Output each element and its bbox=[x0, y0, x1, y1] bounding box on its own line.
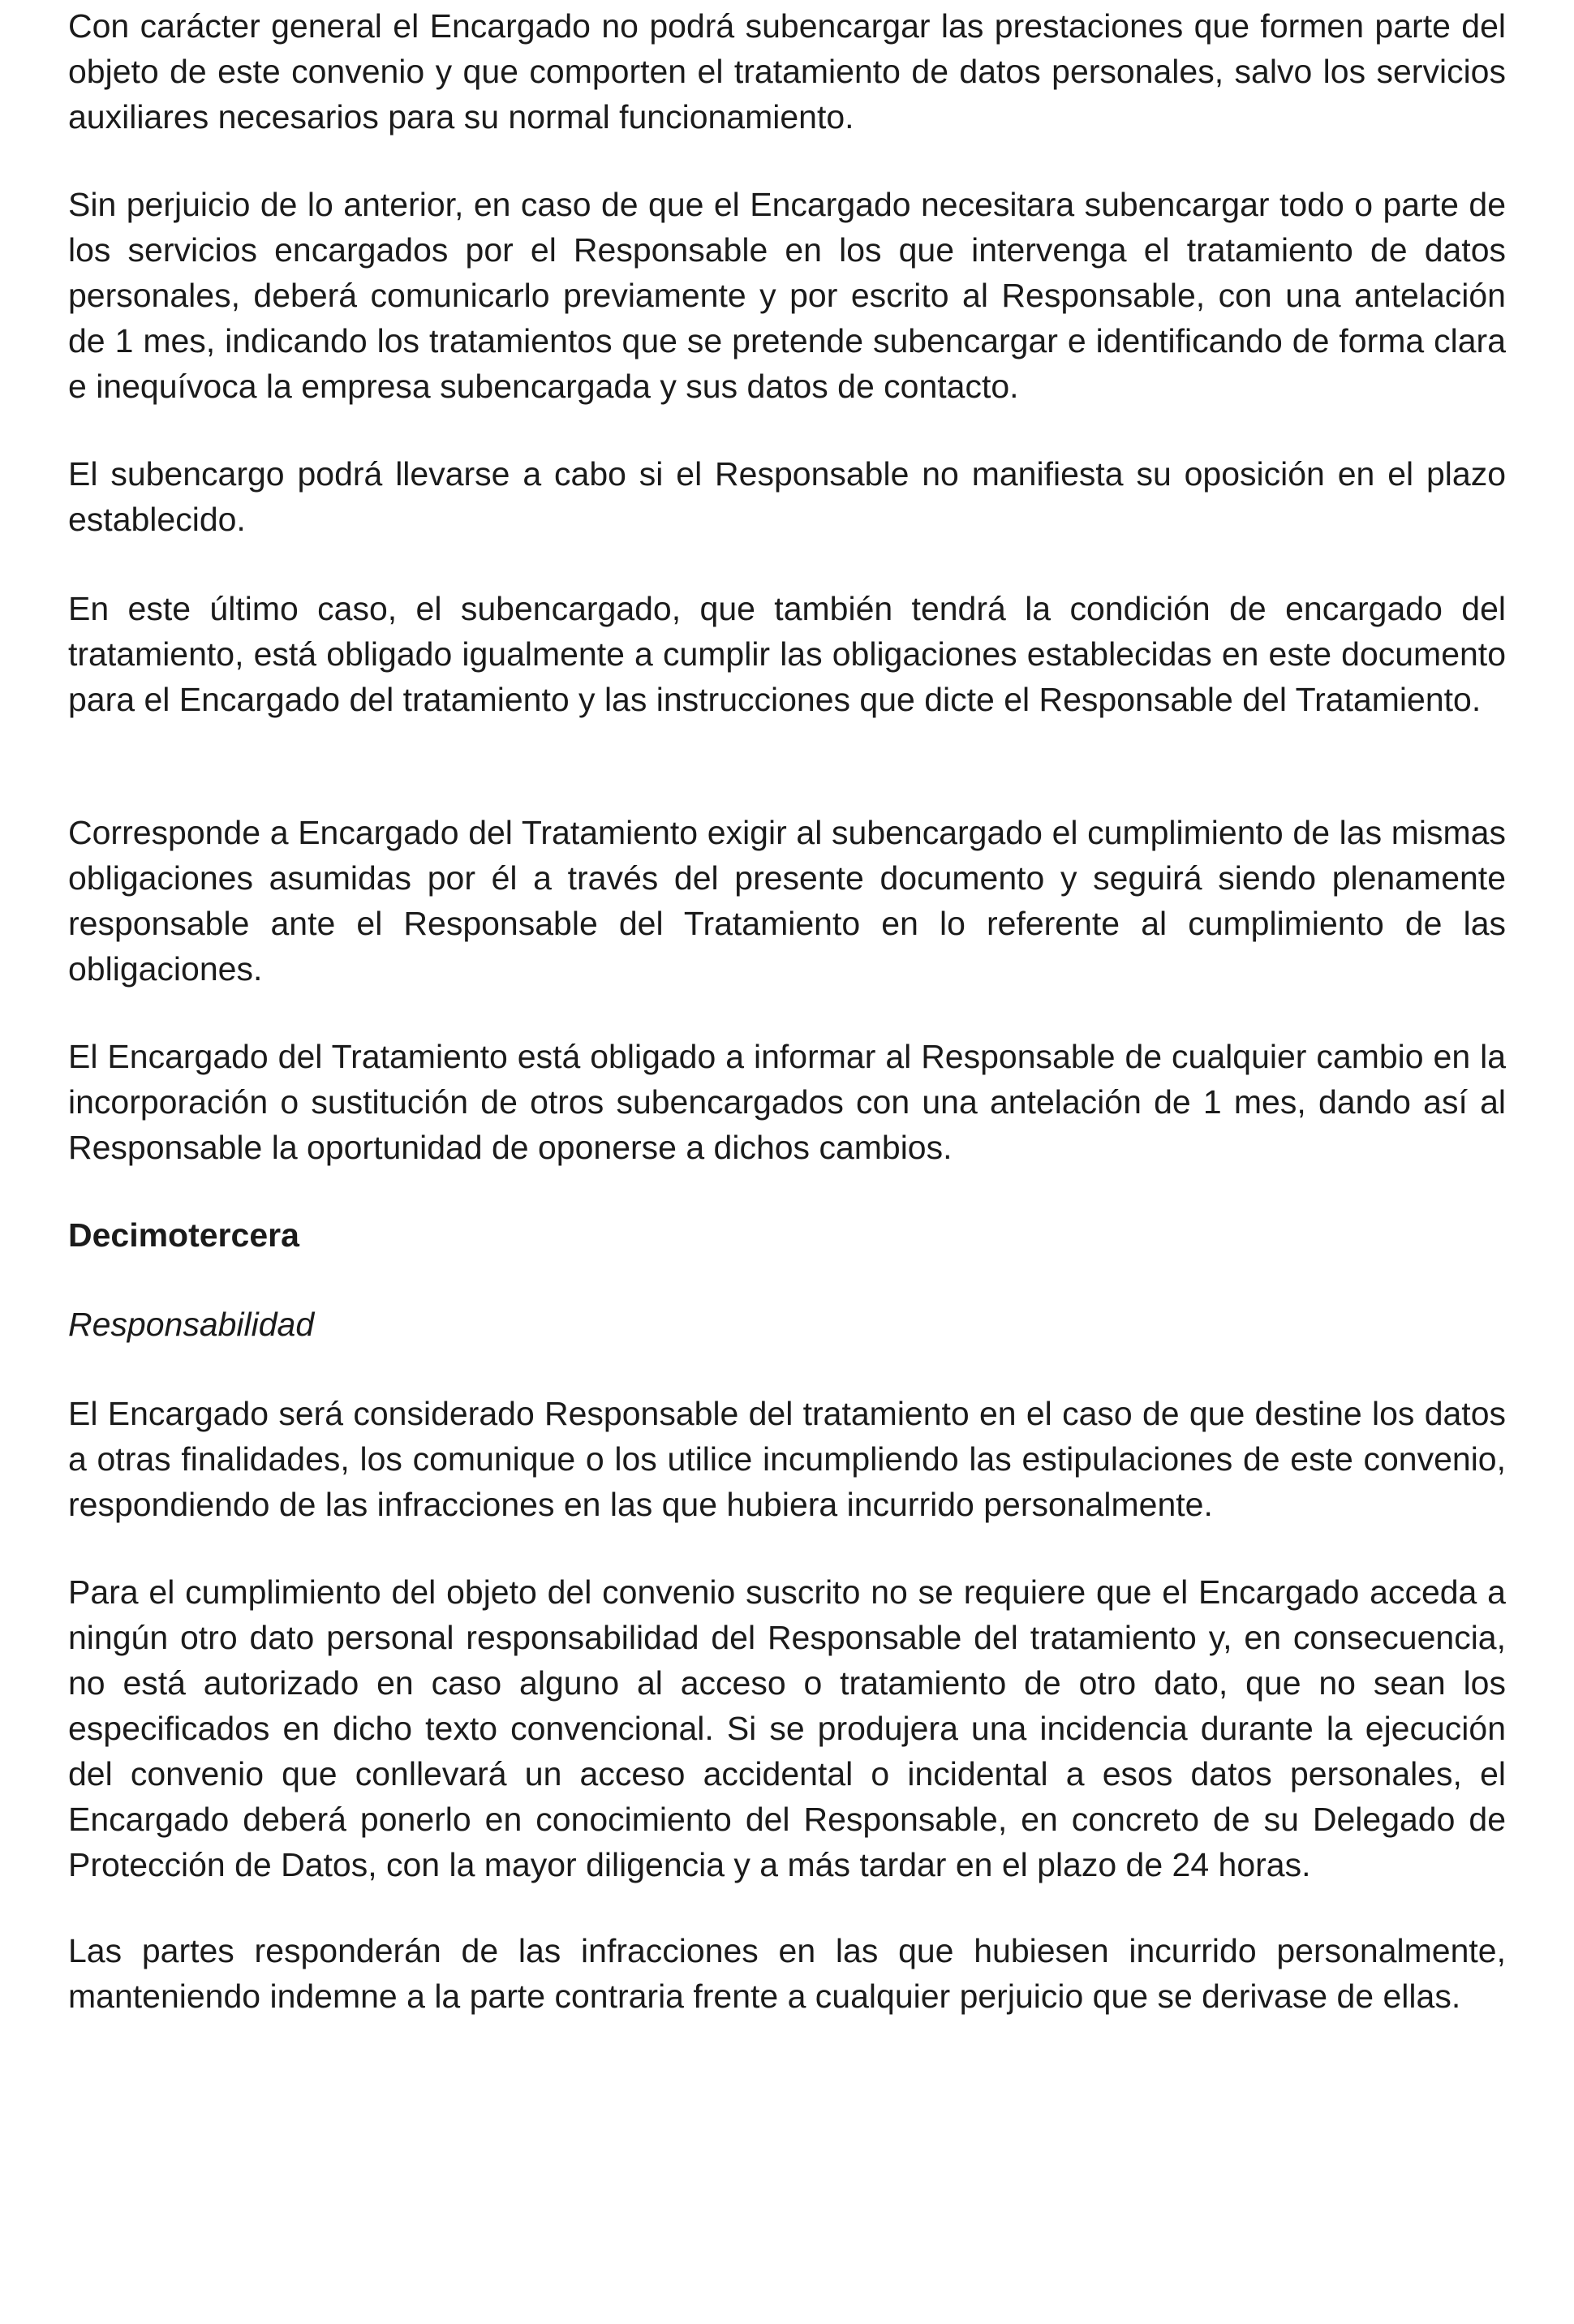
paragraph-processor-liability: Corresponde a Encargado del Tratamiento exigir al subencargado el cumplimiento de las mismas obligaciones asumidas por él a través del presente documento y seguirá siendo plenamente responsable ante el Responsable del Tratamiento en lo referente al cumplimiento de las obligaciones. bbox=[68, 814, 1506, 988]
paragraph-subprocessor-obligations: En este último caso, el subencargado, que también tendrá la condición de encargado del tratamiento, está obligado igualmente a cumplir las obligaciones establecidas en este documento para el Encargado del tratamiento y las instrucciones que dicte el Responsable del Tratamiento. bbox=[68, 590, 1506, 718]
paragraph-subcontracting-notice: Sin perjuicio de lo anterior, en caso de que el Encargado necesitara subencargar todo o parte de los servicios encargados por el Responsable en los que intervenga el tratamiento de datos personales, deberá comunicarlo previamente y por escrito al Responsable, con una antelación de 1 mes, indicando los tratamientos que se pretende subencargar e identificando de forma clara e inequívoca la empresa subencargada y sus datos de contacto. bbox=[68, 186, 1506, 405]
paragraph-parties-indemnity: Las partes responderán de las infracciones en las que hubiesen incurrido personalmente, manteniendo indemne a la parte contraria frente a cualquier perjuicio que se derivase de ellas. bbox=[68, 1932, 1506, 2015]
clause-subheading: Responsabilidad bbox=[68, 1306, 315, 1343]
clause-heading: Decimotercera bbox=[68, 1216, 299, 1254]
paragraph-subcontracting-opposition: El subencargo podrá llevarse a cabo si el Responsable no manifiesta su oposición en el plazo establecido. bbox=[68, 455, 1506, 538]
paragraph-responsibility-misuse: El Encargado será considerado Responsable del tratamiento en el caso de que destine los datos a otras finalidades, los comunique o los utilice incumpliendo las estipulaciones de este convenio, respondiendo de las infracciones en las que hubiera incurrido personalmente. bbox=[68, 1395, 1506, 1523]
paragraph-subcontracting-general: Con carácter general el Encargado no podrá subencargar las prestaciones que formen parte del objeto de este convenio y que comporten el tratamiento de datos personales, salvo los servicios auxiliares necesarios para su normal funcionamiento. bbox=[68, 7, 1506, 136]
paragraph-change-notification: El Encargado del Tratamiento está obligado a informar al Responsable de cualquier cambio en la incorporación o sustitución de otros subencargados con una antelación de 1 mes, dando así al Responsable la oportunidad de oponerse a dichos cambios. bbox=[68, 1038, 1506, 1166]
paragraph-data-access-incident: Para el cumplimiento del objeto del convenio suscrito no se requiere que el Encargado acceda a ningún otro dato personal responsabilidad del Responsable del tratamiento y, en consecuencia, no está autorizado en caso alguno al acceso o tratamiento de otro dato, que no sean los especificados en dicho texto convencional. Si se produjera una incidencia durante la ejecución del convenio que conllevará un acceso accidental o incidental a esos datos personales, el Encargado deberá ponerlo en conocimiento del Responsable, en concreto de su Delegado de Protección de Datos, con la mayor diligencia y a más tardar en el plazo de 24 horas. bbox=[68, 1573, 1506, 1883]
